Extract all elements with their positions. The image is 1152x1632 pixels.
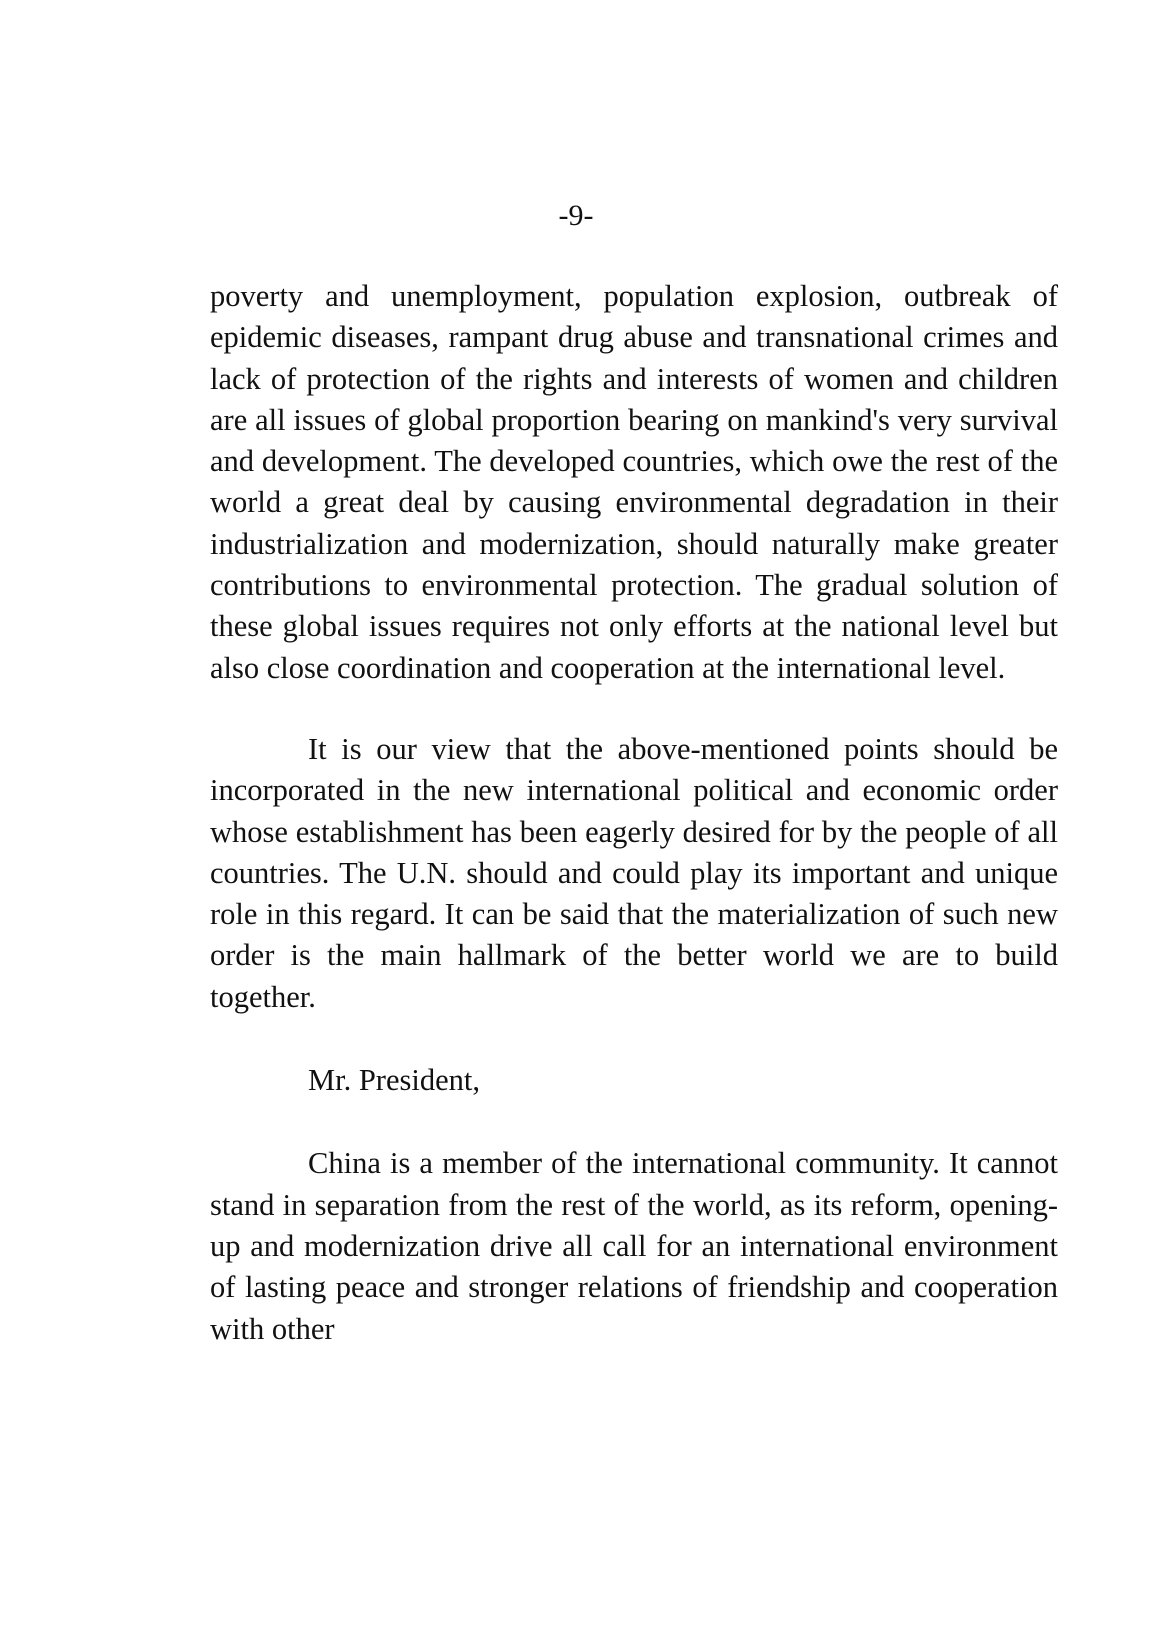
paragraph-global-issues: poverty and unemployment, population explosion, outbreak of epidemic diseases, rampant drug abuse and transnational crimes and lack of protection of the rights and interests of women and children are all issues of global proportion bearing on mankind's very survival and development. The developed countries, which owe the rest of the world a great deal by causing environmental degradation in their industrialization and modernization, should naturally make greater contributions to environmental protection. The gradual solution of these global issues requires not only efforts at the national level but also close coordination and cooperation at the international level.: [210, 279, 1058, 685]
salutation: Mr. President,: [308, 1063, 480, 1098]
paragraph-new-order: It is our view that the above-mentioned points should be incorporated in the new international political and economic order whose establishment has been eagerly desired for by the people of all countries. The U.N. should and could play its important and unique role in this regard. It can be said that the materialization of such new order is the main hallmark of the better world we are to build together.: [210, 731, 1058, 1014]
page-number: -9-: [558, 199, 594, 232]
document-body: [210, 276, 1058, 1350]
paragraph-china-member: China is a member of the international community. It cannot stand in separation from the rest of the world, as its reform, opening-up and modernization drive all call for an international environment of lasting peace and stronger relations of friendship and cooperation with other: [210, 1146, 1058, 1346]
